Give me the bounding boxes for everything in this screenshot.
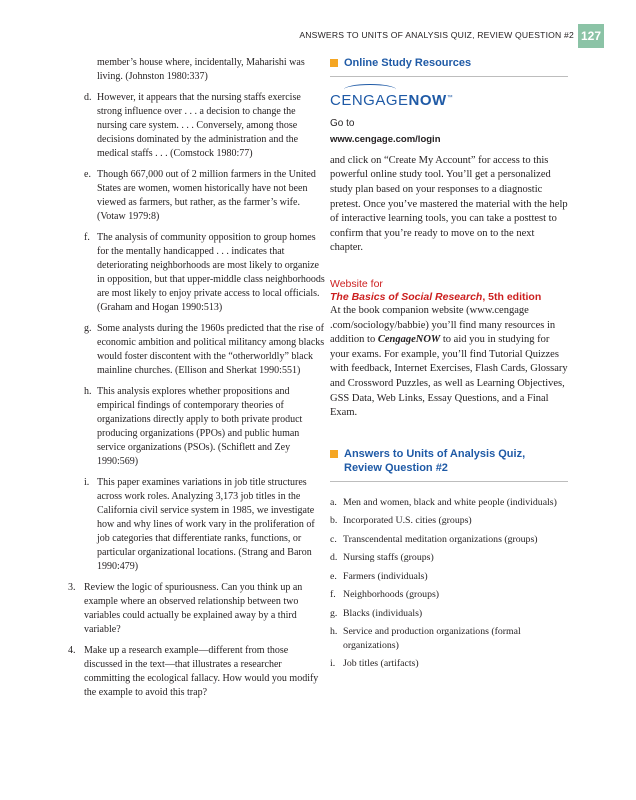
list-text: The analysis of community opposition to group homes for the mentally handicapped . . . indicates that deteriorating neighborhoods are most likely to organize in opposition, but that upper-middle class neighborhoods are most likely to enjoy private access to local officials. (Graham and Hogan 1990:513) bbox=[97, 232, 325, 313]
study-body: and click on “Create My Account” for access to this powerful online study tool. You’ll get a personalized study plan based on your responses to a diagnostic pretest. Once you’ve mastered the material with the help of interactive learning tools, you can take a posttest to confirm that you’re ready to move on to the next chapter. bbox=[330, 154, 568, 254]
list-label: d. bbox=[84, 92, 92, 103]
list-text: Though 667,000 out of 2 million farmers in the United States are women, women historically have not been viewed as farmers, but rather, as the farmer’s wife. (Votaw 1979:8) bbox=[97, 169, 316, 222]
list-label: i. bbox=[84, 477, 90, 488]
answer-item: d. Nursing staffs (groups) bbox=[330, 552, 434, 564]
page-number: 127 bbox=[578, 24, 604, 48]
answer-item: a. Men and women, black and white people (individuals) bbox=[330, 496, 557, 508]
list-text: This analysis explores whether propositions and empirical findings of contemporary theories of organizations directly apply to both private product producing organizations (PPOs) and public human service organizations (PSOs). (Schiflett and Zey 1990:569) bbox=[97, 386, 303, 467]
continuation-text: member’s house where, incidentally, Maharishi was living. (Johnston 1980:337) bbox=[97, 57, 305, 82]
goto-label: Go to bbox=[330, 117, 355, 129]
question-text: Review the logic of spuriousness. Can you think up an example where an observed relationship between two variables could actually be explained away by a third variable? bbox=[84, 582, 303, 635]
cengagenow-logo: CENGAGENOW™ bbox=[330, 91, 568, 109]
answer-item: b. Incorporated U.S. cities (groups) bbox=[330, 515, 472, 527]
list-text: However, it appears that the nursing staffs exercise strong influence over . . . a decision to change the nursing care system. . . . Conversely, among those decisions dominated by the administration and the medical staffs . . . (Comstock 1980:77) bbox=[97, 92, 301, 159]
running-header: ANSWERS TO UNITS OF ANALYSIS QUIZ, REVIEW QUESTION #2 bbox=[299, 30, 574, 40]
list-label: g. bbox=[84, 323, 92, 334]
list-item bbox=[68, 322, 326, 378]
heading-square-icon bbox=[330, 450, 338, 458]
question-number: 3. bbox=[68, 582, 76, 593]
list-text: This paper examines variations in job title structures across work roles. Analyzing 3,173 job titles in the California civil service system in 1985, we investigate how and why lines of work vary in the proliferation of job categories that differentiate ranks, functions, or particular organizational locations. (Strang and Baron 1990:479) bbox=[97, 477, 315, 572]
question-text: Make up a research example—different from those discussed in the text—that illustrates a researcher committing the ecological fallacy. How would you modify the example to avoid this trap? bbox=[84, 645, 319, 698]
answer-item: f. Neighborhoods (groups) bbox=[330, 589, 440, 601]
website-heading: Website for bbox=[330, 277, 383, 290]
review-question bbox=[68, 581, 326, 637]
answer-item: e. Farmers (individuals) bbox=[330, 570, 428, 582]
answers-heading: Answers to Units of Analysis Quiz, Review Question #2 bbox=[330, 447, 568, 482]
website-title: The Basics of Social Research, 5th edition bbox=[330, 290, 542, 303]
list-item bbox=[68, 385, 326, 469]
list-label: f. bbox=[84, 232, 90, 243]
list-item bbox=[68, 231, 326, 315]
list-item bbox=[68, 476, 326, 574]
right-column bbox=[330, 56, 568, 676]
heading-square-icon bbox=[330, 59, 338, 67]
website-body: At the book companion website (www.cengage .com/sociology/babbie) you’ll find many resources in addition to CengageNOW to aid you in studying for your exams. For example, you’ll find Tutorial Quizzes with feedback, Internet Exercises, Flash Cards, Glossary and Crossword Puzzles, as well as Learning Objectives, GSS Data, Web Links, Essay Questions, and a Final Exam. bbox=[330, 304, 568, 419]
left-column bbox=[68, 56, 326, 707]
answer-item: i. Job titles (artifacts) bbox=[330, 658, 419, 670]
review-question bbox=[68, 644, 326, 700]
list-text: Some analysts during the 1960s predicted that the rise of economic ambition and political militancy among blacks would foster discontent with the “otherworldly” black mainline churches. (Ellison and Sherkat 1990:551) bbox=[97, 323, 325, 376]
study-resources-heading: Online Study Resources bbox=[330, 56, 568, 77]
list-item bbox=[68, 168, 326, 224]
logo-arc-icon bbox=[344, 84, 396, 95]
list-label: e. bbox=[84, 169, 91, 180]
list-label: h. bbox=[84, 386, 92, 397]
answer-item: c. Transcendental meditation organizations (groups) bbox=[330, 533, 538, 545]
answer-item: h. Service and production organizations (formal organizations) bbox=[330, 626, 521, 651]
login-url[interactable]: www.cengage.com/login bbox=[330, 134, 441, 146]
question-number: 4. bbox=[68, 645, 76, 656]
list-item bbox=[68, 91, 326, 161]
answer-item: g. Blacks (individuals) bbox=[330, 607, 423, 619]
